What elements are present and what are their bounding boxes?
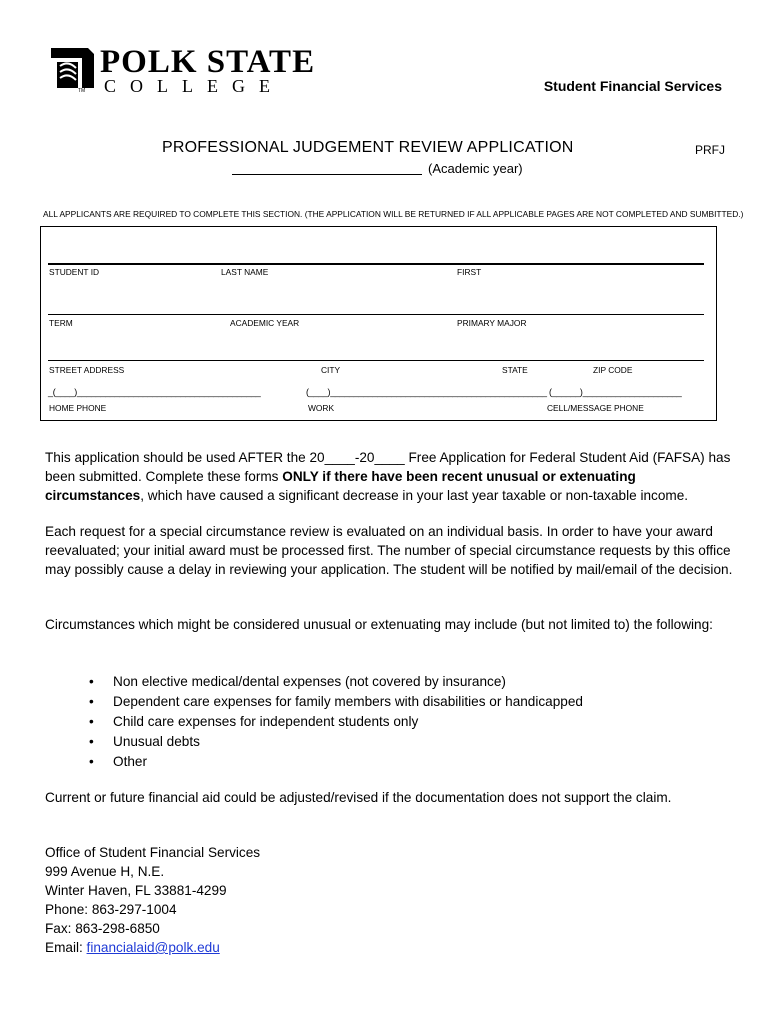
student-id-label: STUDENT ID bbox=[49, 267, 100, 277]
applicant-info-section bbox=[40, 226, 717, 421]
home-phone-input[interactable]: _(____)_______________________________________ bbox=[48, 387, 261, 397]
term-row-line[interactable] bbox=[48, 314, 704, 315]
primary-major-label: PRIMARY MAJOR bbox=[457, 318, 527, 328]
address-row-line[interactable] bbox=[48, 360, 704, 361]
home-phone-label: HOME PHONE bbox=[49, 403, 107, 413]
office-email-row bbox=[45, 938, 260, 957]
review-text: Each request for a special circumstance review is evaluated on an individual basis. In order to have your award reevaluated; your initial award must be processed first. The number of special circumstance requests by this office may possibly cause a delay in reviewing your application. The student will be notified by mail/email of the decision. bbox=[45, 524, 733, 578]
office-phone: Phone: 863-297-1004 bbox=[45, 902, 177, 917]
college-logo bbox=[48, 44, 98, 90]
city-label: CITY bbox=[321, 365, 341, 375]
office-name: Office of Student Financial Services bbox=[45, 845, 261, 860]
department-name: Student Financial Services bbox=[543, 78, 722, 94]
circumstances-list bbox=[70, 672, 583, 772]
instructions-emphasis: ONLY if there have been recent unusual or extenuating circumstances bbox=[45, 469, 636, 504]
contact-block bbox=[45, 843, 260, 957]
circumstances-intro-text: Circumstances which might be considered unusual or extenuating may include (but not limited to) the following: bbox=[45, 617, 713, 632]
circumstances-intro bbox=[45, 615, 735, 634]
state-label: STATE bbox=[502, 365, 528, 375]
first-name-label: FIRST bbox=[457, 267, 482, 277]
logo-trademark: TM bbox=[78, 88, 86, 94]
list-item: • Dependent care expenses for family members with disabilities or handicapped bbox=[113, 692, 583, 712]
name-row-line[interactable] bbox=[48, 263, 704, 265]
academic-year-field-label: ACADEMIC YEAR bbox=[230, 318, 300, 328]
term-label: TERM bbox=[49, 318, 73, 328]
cell-phone-label: CELL/MESSAGE PHONE bbox=[547, 403, 644, 413]
adjustment-notice bbox=[45, 788, 735, 807]
work-phone-label: WORK bbox=[308, 403, 335, 413]
shield-logo-icon bbox=[48, 44, 96, 90]
required-notice: ALL APPLICANTS ARE REQUIRED TO COMPLETE THIS SECTION. (THE APPLICATION WILL BE RETURNED IF ALL APPLICABLE PAGES ARE NOT COMPLETED AND SUMBITTED.) bbox=[43, 209, 744, 219]
academic-year-input-line[interactable] bbox=[232, 174, 422, 175]
logo-subtitle: COLLEGE bbox=[104, 76, 284, 96]
office-fax: Fax: 863-298-6850 bbox=[45, 921, 160, 936]
list-item: • Non elective medical/dental expenses (not covered by insurance) bbox=[113, 672, 583, 692]
review-paragraph bbox=[45, 522, 735, 580]
logo-wordmark: POLK STATE bbox=[100, 44, 316, 80]
email-label: Email: bbox=[45, 940, 87, 955]
cell-phone-input[interactable]: (______)_____________________ bbox=[549, 387, 682, 397]
office-street: 999 Avenue H, N.E. bbox=[45, 864, 165, 879]
last-name-label: LAST NAME bbox=[221, 267, 269, 277]
instructions-text-a: This application should be used AFTER the 20____-20____ Free Application for Federal Student Aid (FAFSA) has been submitted. Complete these forms bbox=[45, 450, 731, 485]
email-link[interactable]: financialaid@polk.edu bbox=[86, 940, 220, 955]
list-item: • Other bbox=[113, 752, 583, 772]
instructions-paragraph bbox=[45, 448, 735, 506]
list-item: • Child care expenses for independent students only bbox=[113, 712, 583, 732]
academic-year-label: (Academic year) bbox=[428, 161, 523, 176]
zip-code-label: ZIP CODE bbox=[593, 365, 633, 375]
list-item: • Unusual debts bbox=[113, 732, 583, 752]
adjustment-notice-text: Current or future financial aid could be adjusted/revised if the documentation does not support the claim. bbox=[45, 790, 672, 805]
street-address-label: STREET ADDRESS bbox=[49, 365, 125, 375]
office-city: Winter Haven, FL 33881-4299 bbox=[45, 883, 227, 898]
form-code: PRFJ bbox=[695, 143, 725, 157]
instructions-text-b: , which have caused a significant decrease in your last year taxable or non-taxable income. bbox=[140, 488, 689, 504]
form-title: PROFESSIONAL JUDGEMENT REVIEW APPLICATION bbox=[162, 139, 574, 156]
work-phone-input[interactable]: (____)______________________________________________ bbox=[306, 387, 547, 397]
